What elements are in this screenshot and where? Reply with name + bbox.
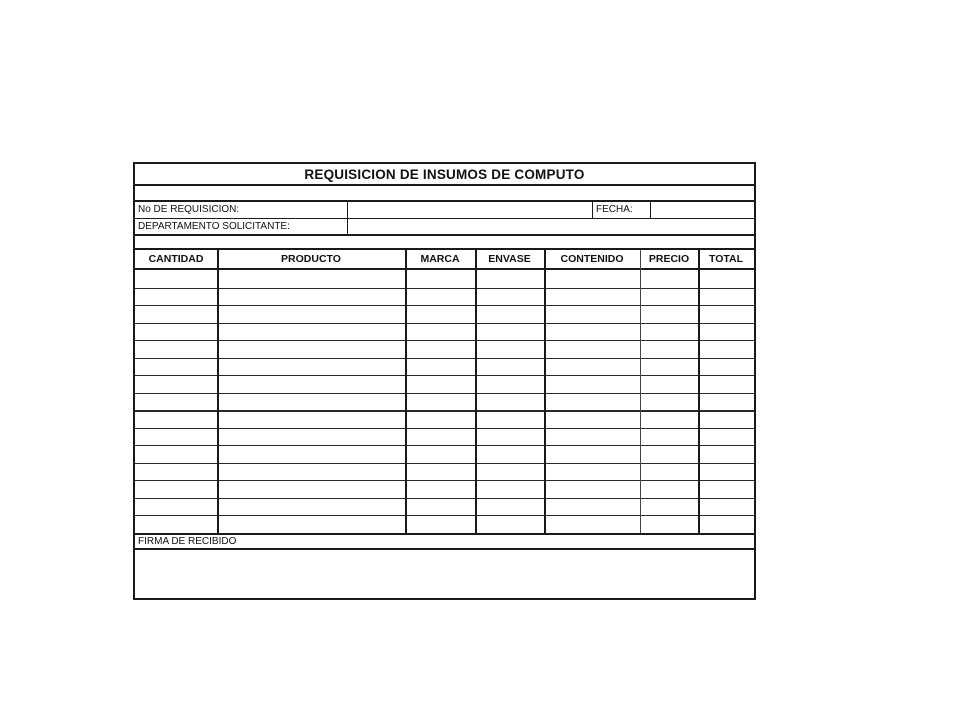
blank-row (135, 236, 754, 250)
col-header-cantidad: CANTIDAD (148, 253, 204, 265)
items-table (135, 250, 754, 535)
column-divider (698, 250, 700, 533)
requisition-row (135, 202, 754, 219)
col-header-precio: PRECIO (648, 253, 690, 265)
form-title: REQUISICION DE INSUMOS DE COMPUTO (135, 164, 754, 186)
signature-label: FIRMA DE RECIBIDO (135, 533, 754, 550)
department-row (135, 219, 754, 236)
items-header (135, 250, 754, 270)
item-row-line (135, 515, 754, 516)
col-header-total: TOTAL (708, 253, 744, 265)
requisition-form (133, 162, 756, 600)
item-row-line (135, 375, 754, 376)
date-field[interactable] (651, 202, 754, 218)
col-header-envase: ENVASE (488, 253, 531, 265)
item-row-line (135, 410, 754, 412)
item-row-line (135, 323, 754, 324)
requisition-label: No DE REQUISICION: (138, 204, 240, 215)
col-header-marca: MARCA (420, 253, 460, 265)
department-label: DEPARTAMENTO SOLICITANTE: (138, 221, 290, 232)
col-header-contenido: CONTENIDO (560, 253, 624, 265)
column-divider (217, 250, 219, 533)
column-divider (475, 250, 477, 533)
item-row-line (135, 305, 754, 306)
column-divider (544, 250, 546, 533)
blank-row (135, 186, 754, 202)
requisition-field[interactable] (348, 202, 592, 218)
item-row-line (135, 288, 754, 289)
item-row-line (135, 340, 754, 341)
column-divider (640, 250, 641, 533)
col-header-producto: PRODUCTO (281, 253, 341, 265)
item-row-line (135, 393, 754, 394)
item-row-line (135, 480, 754, 481)
item-row-line (135, 445, 754, 446)
item-row-line (135, 498, 754, 499)
date-label: FECHA: (596, 204, 633, 215)
item-row-line (135, 428, 754, 429)
department-field[interactable] (348, 219, 754, 234)
item-row-line (135, 463, 754, 464)
column-divider (405, 250, 407, 533)
item-row-line (135, 358, 754, 359)
signature-field[interactable] (135, 550, 754, 598)
